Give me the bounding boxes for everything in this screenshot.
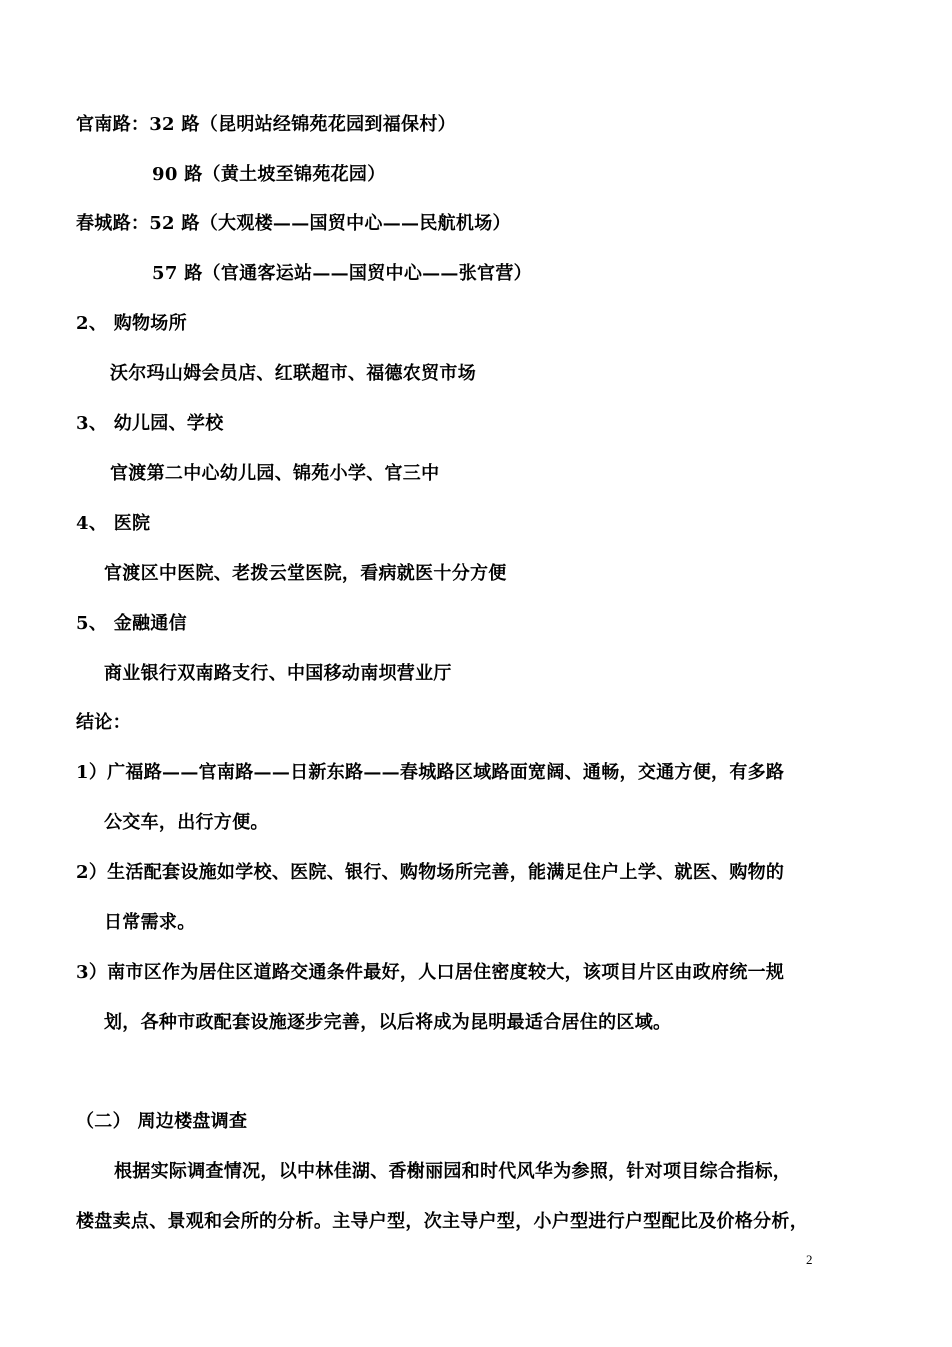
route-chuncheng-57: 57 路（官通客运站——国贸中心——张官营） — [152, 263, 532, 284]
route-guannan-90: 90 路（黄土坡至锦苑花园） — [152, 164, 386, 185]
route-guannan-32: 官南路：32 路（昆明站经锦苑花园到福保村） — [76, 114, 456, 135]
section-school-text: 官渡第二中心幼儿园、锦苑小学、官三中 — [110, 463, 440, 484]
section-hospital-heading: 4、 医院 — [76, 513, 151, 534]
conclusion-1-line-2: 公交车，出行方便。 — [104, 812, 269, 833]
section-school-heading: 3、 幼儿园、学校 — [76, 413, 224, 434]
route-chuncheng-52: 春城路：52 路（大观楼——国贸中心——民航机场） — [76, 213, 511, 234]
section-shopping-heading: 2、 购物场所 — [76, 313, 187, 334]
conclusion-3-line-2: 划，各种市政配套设施逐步完善，以后将成为昆明最适合居住的区域。 — [104, 1012, 672, 1033]
conclusion-heading: 结论： — [76, 712, 131, 733]
section-nearby-heading: （二） 周边楼盘调查 — [76, 1111, 248, 1132]
section-finance-heading: 5、 金融通信 — [76, 613, 187, 634]
section-shopping-text: 沃尔玛山姆会员店、红联超市、福德农贸市场 — [110, 363, 476, 384]
conclusion-2-line-2: 日常需求。 — [104, 912, 196, 933]
conclusion-3-line-1: 3）南市区作为居住区道路交通条件最好，人口居住密度较大，该项目片区由政府统一规 — [76, 962, 785, 983]
conclusion-1-line-1: 1）广福路——官南路——日新东路——春城路区域路面宽阔、通畅，交通方便，有多路 — [76, 762, 785, 783]
section-finance-text: 商业银行双南路支行、中国移动南坝营业厅 — [104, 663, 452, 684]
nearby-paragraph-line-2: 楼盘卖点、景观和会所的分析。主导户型，次主导户型，小户型进行户型配比及价格分析， — [76, 1211, 808, 1232]
conclusion-2-line-1: 2）生活配套设施如学校、医院、银行、购物场所完善，能满足住户上学、就医、购物的 — [76, 862, 785, 883]
page-number: 2 — [806, 1252, 813, 1267]
nearby-paragraph-line-1: 根据实际调查情况，以中林佳湖、香榭丽园和时代风华为参照，针对项目综合指标， — [114, 1161, 792, 1182]
section-hospital-text: 官渡区中医院、老拨云堂医院，看病就医十分方便 — [104, 563, 507, 584]
